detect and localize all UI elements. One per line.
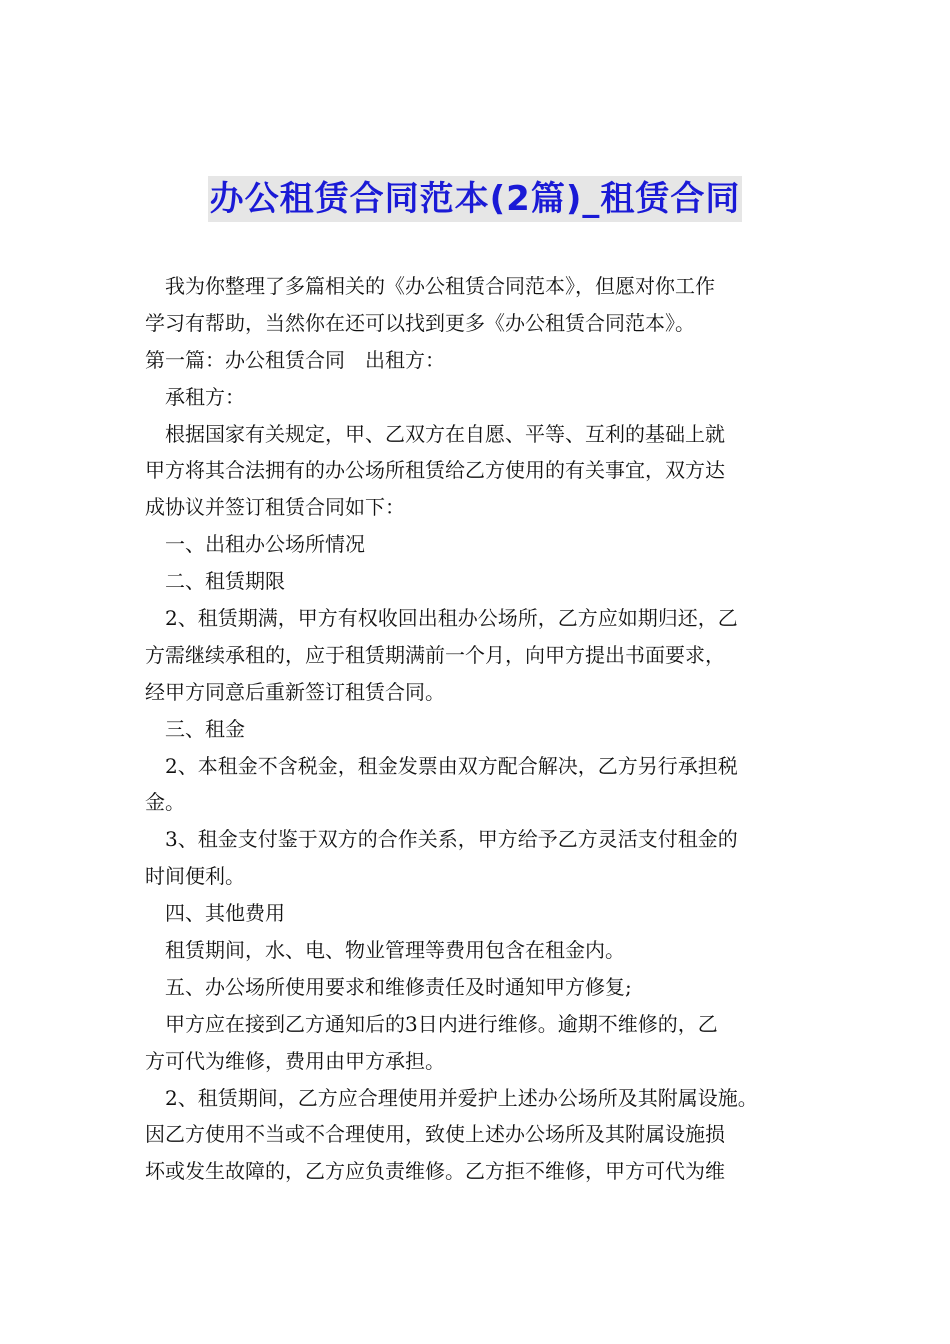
text-line: 第一篇：办公租赁合同 出租方： xyxy=(145,347,445,372)
text-line: 我为你整理了多篇相关的《办公租赁合同范本》，但愿对你工作 xyxy=(165,274,715,298)
section-heading: 三、租金 xyxy=(165,716,245,741)
text-line: 因乙方使用不当或不合理使用，致使上述办公场所及其附属设施损 xyxy=(145,1122,725,1147)
text-line: 成协议并签订租赁合同如下： xyxy=(145,495,405,520)
text-line: 经甲方同意后重新签订租赁合同。 xyxy=(145,679,445,704)
text-line: 坏或发生故障的，乙方应负责维修。乙方拒不维修，甲方可代为维 xyxy=(145,1159,725,1184)
section-heading: 一、出租办公场所情况 xyxy=(165,532,365,557)
document-title: 办公租赁合同范本(2篇)_租赁合同 xyxy=(208,176,743,222)
section-heading: 五、办公场所使用要求和维修责任及时通知甲方修复; xyxy=(165,974,632,999)
text-line: 金。 xyxy=(145,790,185,815)
text-line: 甲方应在接到乙方通知后的3日内进行维修。逾期不维修的，乙 xyxy=(165,1011,718,1036)
text-line: 根据国家有关规定，甲、乙双方在自愿、平等、互利的基础上就 xyxy=(165,421,725,446)
text-line: 租赁期间，水、电、物业管理等费用包含在租金内。 xyxy=(165,938,625,963)
text-line: 甲方将其合法拥有的办公场所租赁给乙方使用的有关事宜，双方达 xyxy=(145,458,725,483)
section-heading: 二、租赁期限 xyxy=(165,569,285,594)
text-line: 2、租赁期满，甲方有权收回出租办公场所，乙方应如期归还，乙 xyxy=(165,606,738,631)
text-line: 时间便利。 xyxy=(145,864,245,889)
document-body xyxy=(145,268,825,1190)
text-line: 3、租金支付鉴于双方的合作关系，甲方给予乙方灵活支付租金的 xyxy=(165,827,738,852)
text-line: 方可代为维修，费用由甲方承担。 xyxy=(145,1048,445,1073)
section-heading: 四、其他费用 xyxy=(165,901,285,926)
text-line: 2、本租金不含税金，租金发票由双方配合解决，乙方另行承担税 xyxy=(165,753,738,778)
body-paragraphs xyxy=(145,268,825,1190)
text-line: 学习有帮助，当然你在还可以找到更多《办公租赁合同范本》。 xyxy=(145,310,695,335)
title-container xyxy=(0,176,950,222)
text-line: 2、租赁期间，乙方应合理使用并爱护上述办公场所及其附属设施。 xyxy=(165,1085,758,1110)
text-line: 方需继续承租的，应于租赁期满前一个月，向甲方提出书面要求， xyxy=(145,642,725,667)
text-line: 承租方： xyxy=(165,384,245,409)
